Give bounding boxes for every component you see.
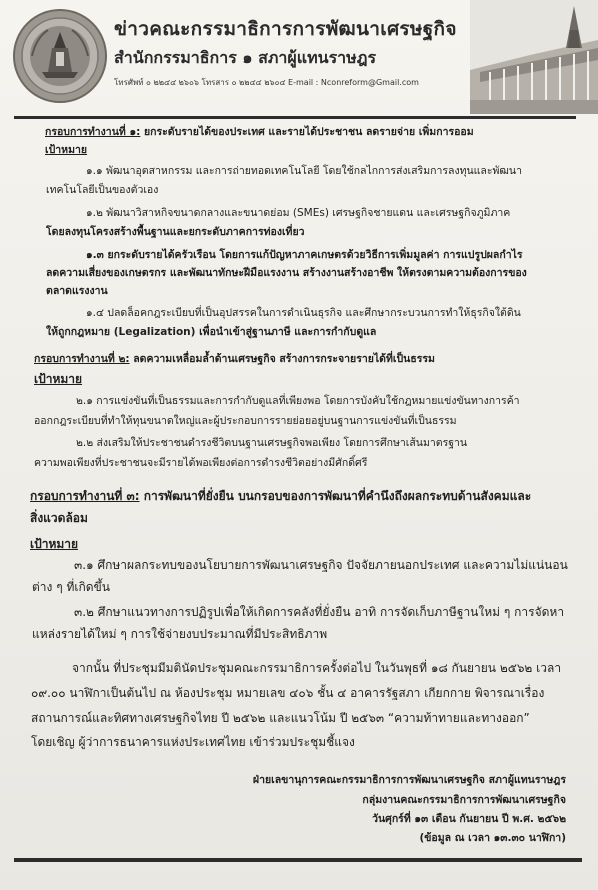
item-1-1-line-2: เทคโนโลยีเป็นของตัวเอง <box>46 184 159 196</box>
item-1-1-line-1: ๑.๑ พัฒนาอุตสาหกรรม และการถ่ายทอดเทคโนโลยี โดยใช้กลไกการส่งเสริมการลงทุนและพัฒนา <box>86 165 522 177</box>
item-2-1-line-1: ๒.๑ การแข่งขันที่เป็นธรรมและการกำกับดูแลที่เพียงพอ โดยการบังคับใช้กฎหมายแข่งขันทางการค้า <box>76 395 520 407</box>
closing-line-2: ๐๙.๐๐ นาฬิกาเป็นต้นไป ณ ห้องประชุม หมายเลข ๔๐๖ ชั้น ๔ อาคารรัฐสภา เกียกกาย พิจารณาเรื่อง <box>31 686 545 700</box>
footer-divider <box>14 858 582 862</box>
item-2-2-line-1: ๒.๒ ส่งเสริมให้ประชาชนดำรงชีวิตบนฐานเศรษฐกิจพอเพียง โดยการศึกษาเส้นมาตรฐาน <box>76 437 468 449</box>
signature-line-3: วันศุกร์ที่ ๑๓ เดือน กันยายน ปี พ.ศ. ๒๕๖๒ <box>372 813 566 825</box>
item-1-2-line-1: ๑.๒ พัฒนาวิสาหกิจขนาดกลางและขนาดย่อม (SMEs) เศรษฐกิจชายแดน และเศรษฐกิจภูมิภาค <box>86 207 511 219</box>
item-1-3-line-2: ลดความเสี่ยงของเกษตรกร และพัฒนาทักษะฝีมือแรงงาน สร้างงานสร้างอาชีพ ให้ตรงตามความต้องการของ <box>46 267 527 279</box>
signature-line-1: ฝ่ายเลขานุการคณะกรรมาธิการการพัฒนาเศรษฐกิจ สภาผู้แทนราษฎร <box>252 774 566 786</box>
framework-2-heading <box>34 352 435 366</box>
signature-line-4: (ข้อมูล ณ เวลา ๑๓.๓๐ นาฬิกา) <box>419 832 566 844</box>
header-divider <box>14 116 576 119</box>
framework-2-target-label: เป้าหมาย <box>34 372 83 386</box>
item-3-2-line-2: แหล่งรายได้ใหม่ ๆ การใช้จ่ายงบประมาณที่มีประสิทธิภาพ <box>32 627 328 641</box>
framework-1-heading <box>45 125 474 139</box>
framework-3-heading-cont: สิ่งแวดล้อม <box>30 511 88 525</box>
framework-3-label: กรอบการทำงานที่ ๓: <box>30 489 140 503</box>
letterhead-subtitle: สำนักกรรมาธิการ ๑ สภาผู้แทนราษฎร <box>114 48 377 67</box>
item-1-3-line-3: ตลาดแรงงาน <box>46 285 108 297</box>
framework-1-target-label: เป้าหมาย <box>45 144 88 156</box>
item-3-1-line-2: ต่าง ๆ ที่เกิดขึ้น <box>32 580 110 594</box>
parliament-building-image <box>470 0 598 114</box>
item-1-3-line-1: ๑.๓ ยกระดับรายได้ครัวเรือน โดยการแก้ปัญหาภาคเกษตรด้วยวิธีการเพิ่มมูลค่า การแปรูปผลกำไร <box>86 249 523 261</box>
parliament-seal-logo <box>12 8 108 104</box>
framework-1-label: กรอบการทำงานที่ ๑: <box>45 126 141 138</box>
closing-line-1: จากนั้น ที่ประชุมมีมตินัดประชุมคณะกรรมาธิการครั้งต่อไป ในวันพุธที่ ๑๘ กันยายน ๒๕๖๒ เวลา <box>72 661 562 675</box>
closing-line-4: โดยเชิญ ผู้ว่าการธนาคารแห่งประเทศไทย เข้าร่วมประชุมชี้แจง <box>31 735 355 749</box>
framework-3-heading <box>30 489 531 503</box>
item-3-2-line-1: ๓.๒ ศึกษาแนวทางการปฏิรูปเพื่อให้เกิดการคลังที่ยั่งยืน อาทิ การจัดเก็บภาษีฐานใหม่ ๆ การจัดหา <box>74 605 565 619</box>
item-1-2-line-2: โดยลงทุนโครงสร้างพื้นฐานและยกระดับภาคการท่องเที่ยว <box>46 226 305 238</box>
framework-2-text: ลดความเหลื่อมล้ำด้านเศรษฐกิจ สร้างการกระจายรายได้ที่เป็นธรรม <box>129 353 435 365</box>
letterhead-title: ข่าวคณะกรรมาธิการการพัฒนาเศรษฐกิจ <box>114 18 457 40</box>
letterhead-contact: โทรศัพท์ ๐ ๒๒๔๔ ๒๖๐๖ โทรสาร ๐ ๒๒๔๔ ๒๖๐๔ E-mail : Nconreform@Gmail.com <box>114 78 419 87</box>
item-1-4-line-1: ๑.๔ ปลดล็อคกฎระเบียบที่เป็นอุปสรรคในการดำเนินธุรกิจ และศึกษากระบวนการทำให้ธุรกิจใต้ดิน <box>86 307 521 319</box>
item-2-1-line-2: ออกกฎระเบียบที่ทำให้ทุนขนาดใหญ่และผู้ประกอบการรายย่อยอยู่บนฐานการแข่งขันที่เป็นธรรม <box>34 415 457 427</box>
item-1-4-line-2: ให้ถูกกฎหมาย (Legalization) เพื่อนำเข้าสู่ฐานภาษี และการกำกับดูแล <box>46 326 377 338</box>
signature-line-2: กลุ่มงานคณะกรรมาธิการการพัฒนาเศรษฐกิจ <box>362 794 566 806</box>
item-3-1-line-1: ๓.๑ ศึกษาผลกระทบของนโยบายการพัฒนาเศรษฐกิจ ปัจจัยภายนอกประเทศ และความไม่แน่นอน <box>74 558 568 572</box>
framework-3-text: การพัฒนาที่ยั่งยืน บนกรอบของการพัฒนาที่คำนึงถึงผลกระทบด้านสังคมและ <box>139 489 532 503</box>
item-2-2-line-2: ความพอเพียงที่ประชาชนจะมีรายได้พอเพียงต่อการดำรงชีวิตอย่างมีศักดิ์ศรี <box>34 457 368 469</box>
closing-line-3: สถานการณ์และทิศทางเศรษฐกิจไทย ปี ๒๕๖๒ และแนวโน้ม ปี ๒๕๖๓ “ความท้าทายและทางออก” <box>31 711 530 725</box>
framework-1-text: ยกระดับรายได้ของประเทศ และรายได้ประชาชน ลดรายจ่าย เพิ่มการออม <box>140 126 474 138</box>
framework-2-label: กรอบการทำงานที่ ๒: <box>34 353 130 365</box>
letterhead <box>0 0 598 118</box>
framework-3-target-label: เป้าหมาย <box>30 537 79 551</box>
